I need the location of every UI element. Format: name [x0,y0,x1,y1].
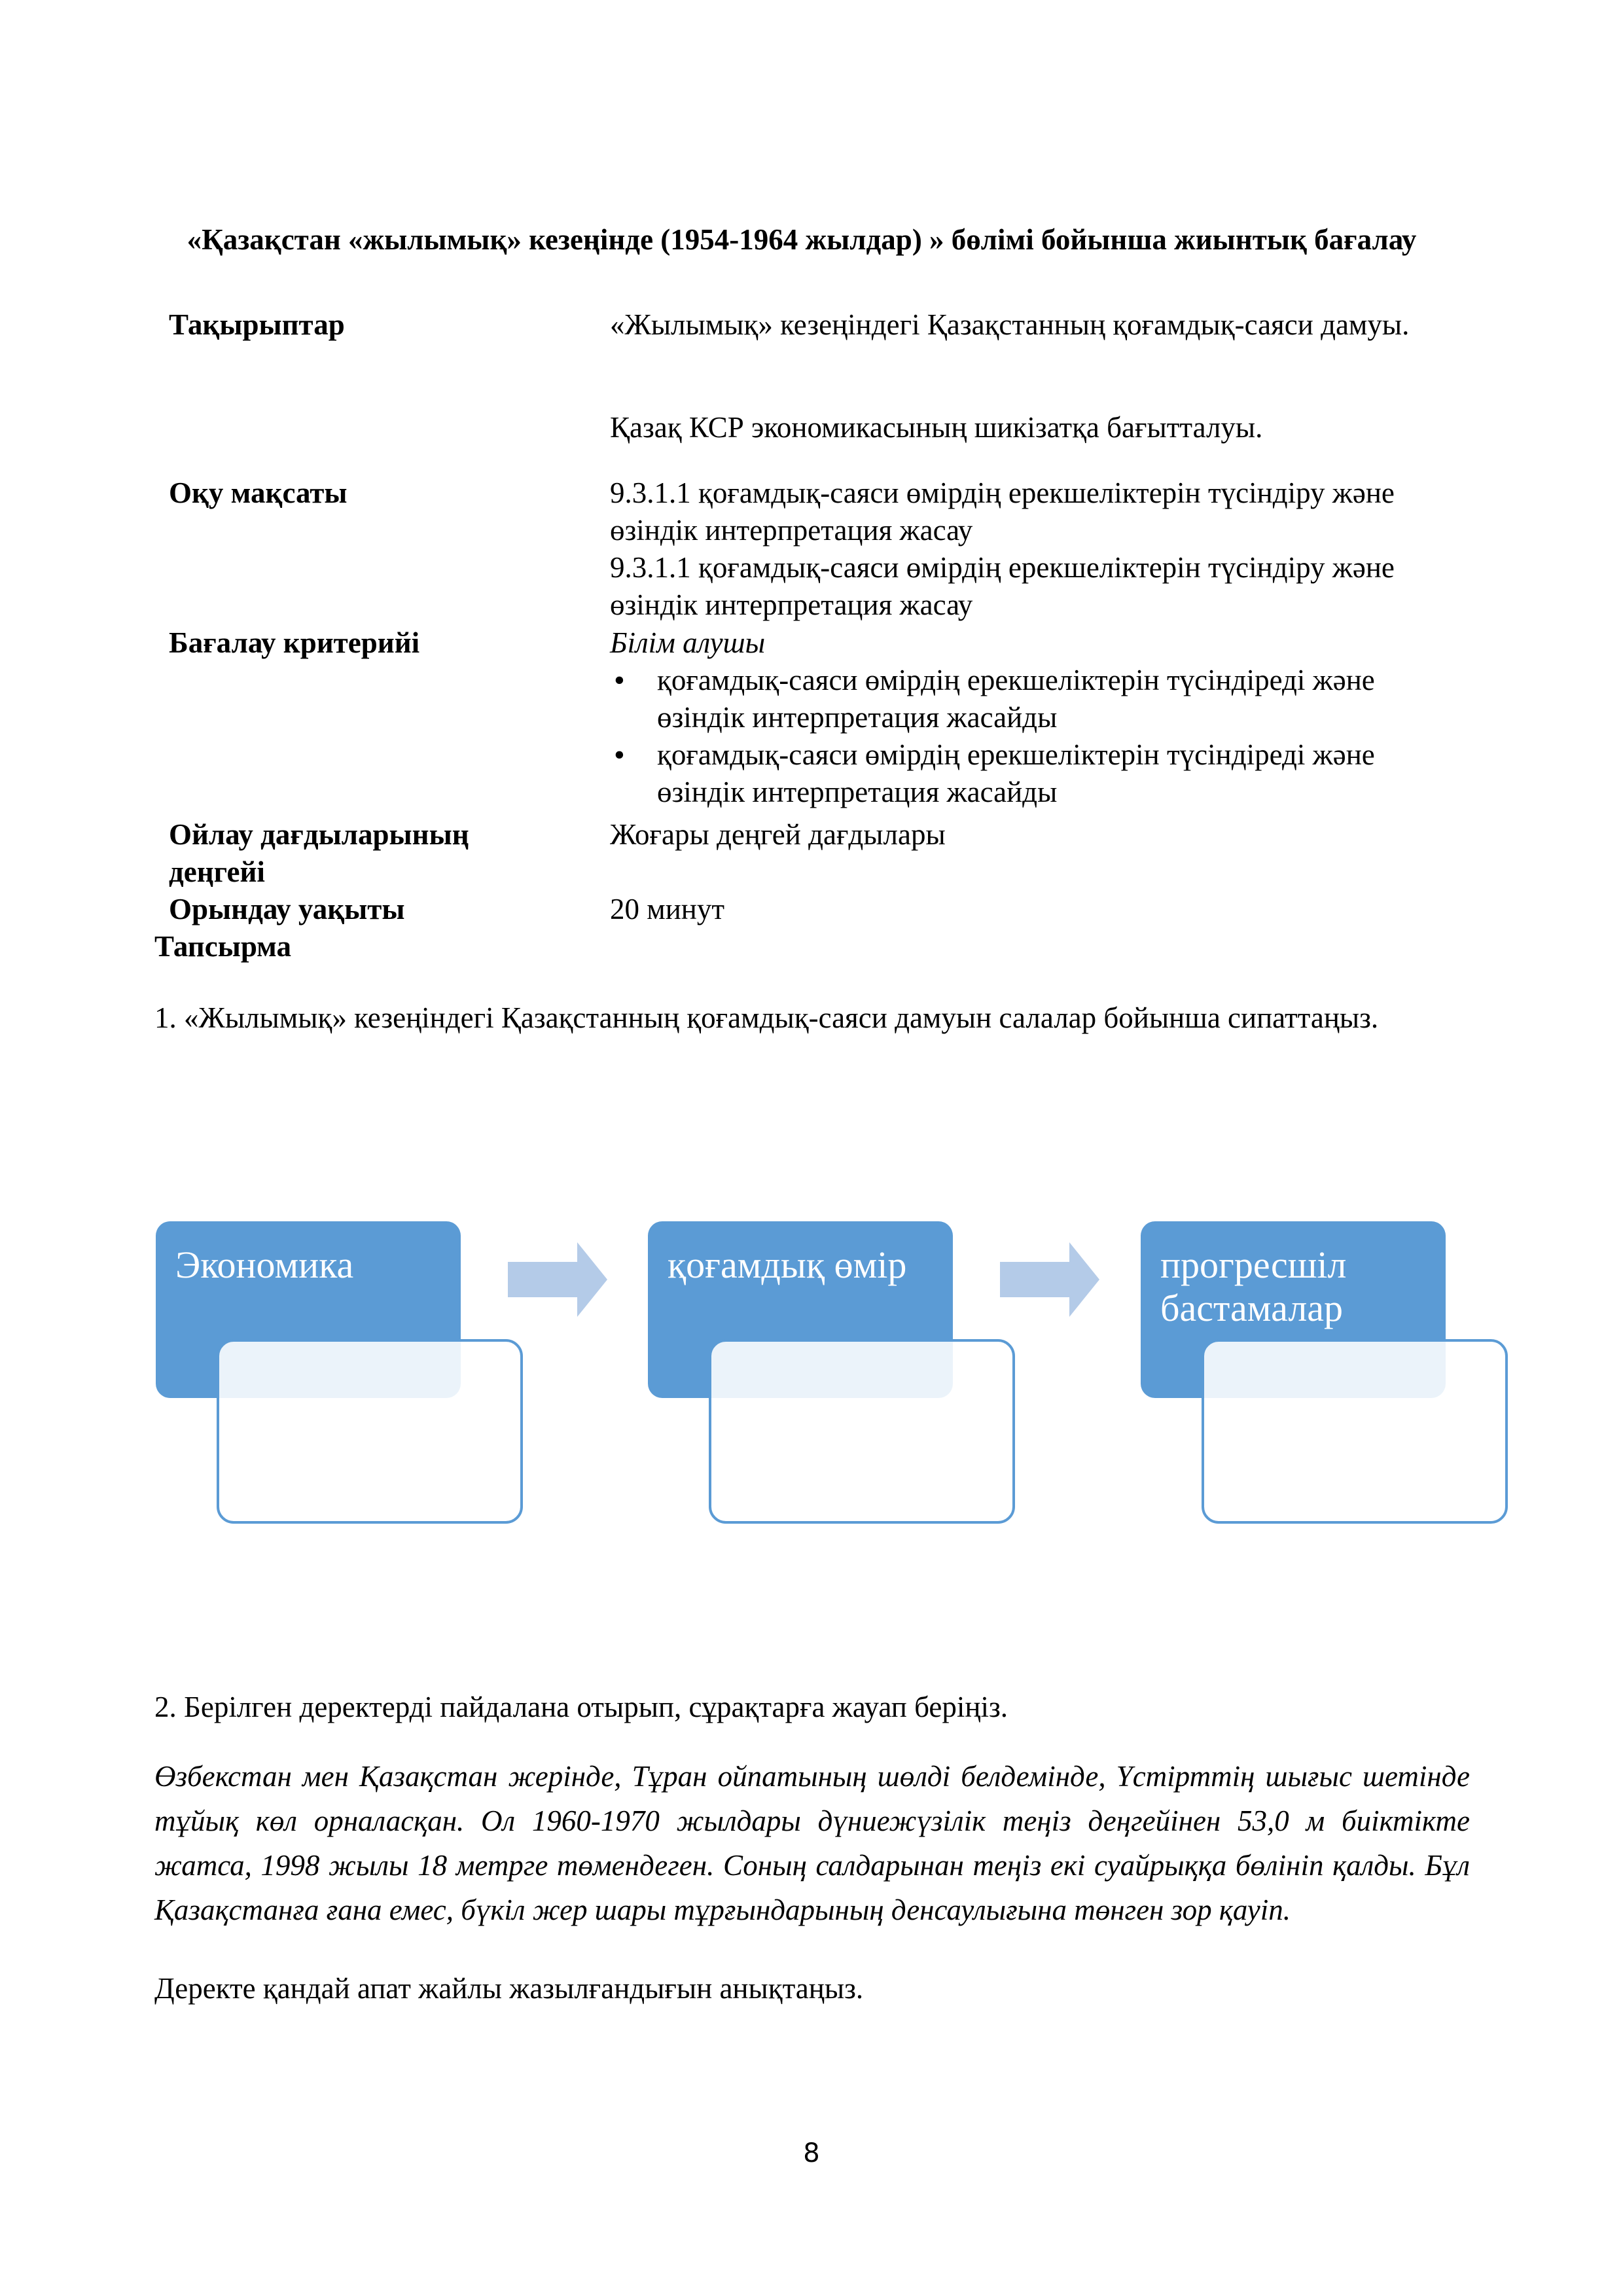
time-label: Орындау уақыты [169,893,405,925]
topics-line1: «Жылымық» кезеңіндегі Қазақстанның қоғамдық-саяси дамуы. [610,308,1410,341]
question-2: 2. Берілген деректерді пайдалана отырып, сұрақтарға жауап беріңіз. [154,1691,1008,1723]
flow-subbox-economy [217,1339,523,1524]
criteria-item: • қоғамдық-саяси өмірдің ерекшеліктерін түсіндіреді және өзіндік интерпретация жасайды [657,736,1454,811]
flow-subbox-social-life [709,1339,1015,1524]
time-value: 20 минут [610,893,725,925]
objective-item: 9.3.1.1 қоғамдық-саяси өмірдің ерекшеліктерін түсіндіру және өзіндік интерпретация жасау [610,551,1395,621]
right-arrow-icon [1000,1242,1099,1317]
topics-line2: Қазақ КСР экономикасының шикізатқа бағытталуы. [610,411,1263,444]
task-heading: Тапсырма [154,930,292,963]
thinking-value: Жоғары деңгей дағдылары [610,818,946,851]
page-number: 8 [803,2138,820,2168]
flow-box-social-life: қоғамдық өмір [648,1221,953,1398]
question-2-prompt: Деректе қандай апат жайлы жазылғандығын анықтаңыз. [154,1972,864,2005]
document-title: «Қазақстан «жылымық» кезеңінде (1954-1964 жылдар) » бөлімі бойынша жиынтық бағалау [187,223,1417,256]
flow-subbox-progressive-initiatives [1202,1339,1508,1524]
flow-box-progressive-initiatives: прогресшіл бастамалар [1141,1221,1446,1398]
objectives-label: Оқу мақсаты [169,476,348,509]
criteria-list [610,662,1454,811]
thinking-label: Ойлау дағдыларының деңгейі [169,818,469,888]
question-1: 1. «Жылымық» кезеңіндегі Қазақстанның қоғамдық-саяси дамуын салалар бойынша сипаттаңыз. [154,1001,1379,1034]
objectives-list [610,475,1454,624]
topics-label: Тақырыптар [169,308,345,341]
criteria-intro: Білім алушы [610,626,766,659]
flow-box-economy: Экономика [156,1221,461,1398]
criteria-block [610,624,1454,811]
objective-item: 9.3.1.1 қоғамдық-саяси өмірдің ерекшеліктерін түсіндіру және өзіндік интерпретация жасау [610,476,1395,547]
source-passage: Өзбекстан мен Қазақстан жерінде, Тұран ойпатының шөлді белдемінде, Үстірттің шығыс шетінде тұйық көл орналасқан. Ол 1960-1970 жылдары дүниежүзілік теңіз деңгейінен 53,0 м биіктікте жатса, 1998 жылы 18 метрге төмендеген. Соның салдарынан теңіз екі суайрыққа бөлініп қалды. Бұл Қазақстанға ғана емес, бүкіл жер шары тұрғындарының денсаулығына төнген зор қауіп. [154,1760,1470,1926]
criteria-label: Бағалау критерийі [169,626,420,659]
right-arrow-icon [508,1242,607,1317]
criteria-item: • қоғамдық-саяси өмірдің ерекшеліктерін түсіндіреді және өзіндік интерпретация жасайды [657,662,1454,736]
